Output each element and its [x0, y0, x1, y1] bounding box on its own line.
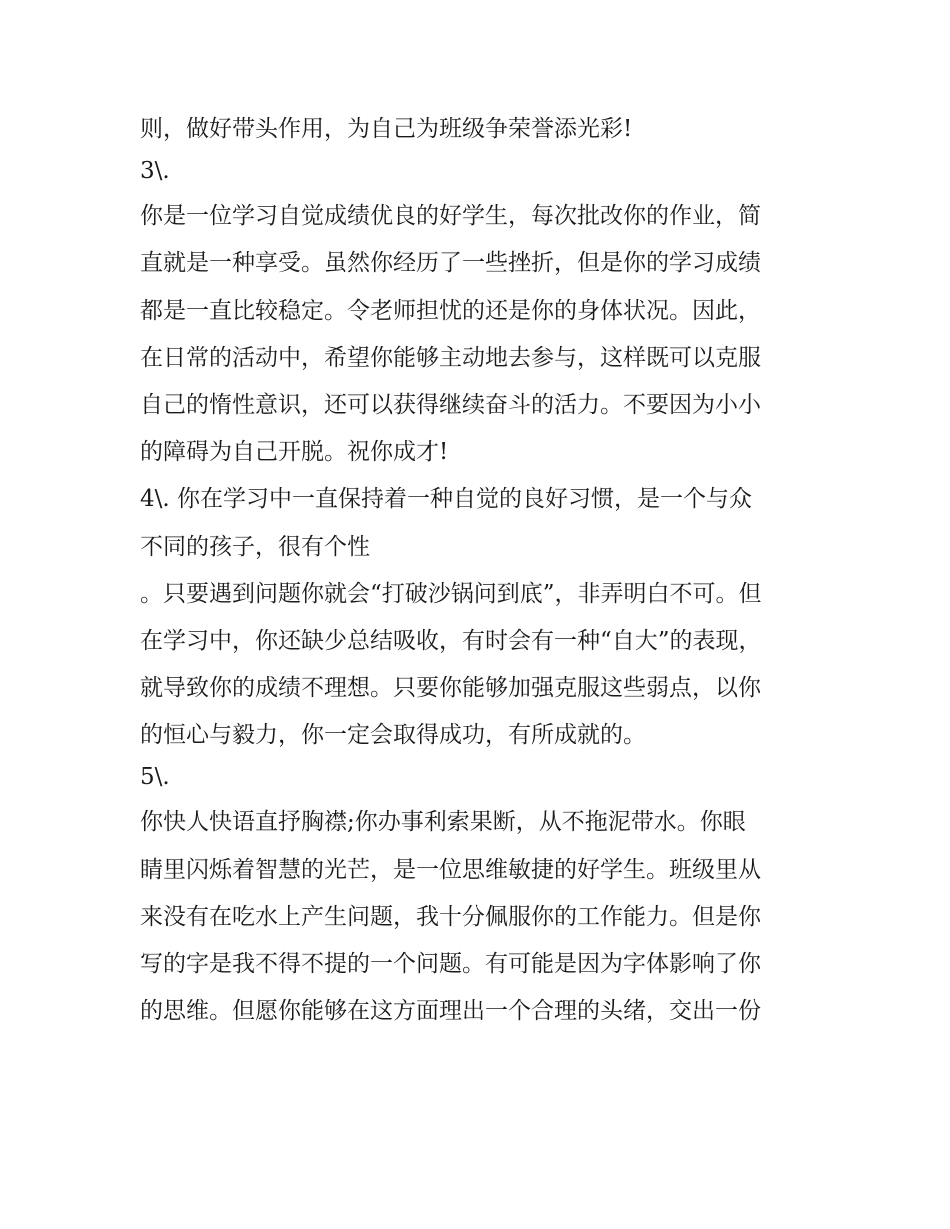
text-line: 来没有在吃水上产生问题，我十分佩服你的工作能力。但是你 [140, 903, 761, 930]
text-line: 你是一位学习自觉成绩优良的好学生，每次批改你的作业，简 [140, 203, 761, 230]
item-number: 3\. [140, 158, 170, 185]
text-line: 不同的孩子，很有个性 [140, 533, 370, 560]
text-line: 的思维。但愿你能够在这方面理出一个合理的头绪，交出一份 [140, 998, 761, 1025]
text-line: 你快人快语直抒胸襟;你办事利索果断，从不拖泥带水。你眼 [140, 809, 746, 836]
text-line: 写的字是我不得不提的一个问题。有可能是因为字体影响了你 [140, 951, 761, 977]
text-line: 就导致你的成绩不理想。只要你能够加强克服这些弱点，以你 [140, 675, 761, 702]
text-line: 都是一直比较稳定。令老师担忧的还是你的身体状况。因此， [140, 297, 761, 324]
text-line: 自己的惰性意识，还可以获得继续奋斗的活力。不要因为小小 [140, 391, 761, 418]
text-line: 睛里闪烁着智慧的光芒，是一位思维敏捷的好学生。班级里从 [140, 856, 761, 883]
text-line: 在学习中，你还缺少总结吸收，有时会有一种“自大”的表现， [140, 627, 762, 654]
text-line: 的恒心与毅力，你一定会取得成功，有所成就的。 [140, 722, 646, 749]
text-line: 。只要遇到问题你就会“打破沙锅问到底”，非弄明白不可。但 [140, 580, 762, 607]
text-line: 直就是一种享受。虽然你经历了一些挫折，但是你的学习成绩 [140, 250, 761, 277]
text-line: 的障碍为自己开脱。祝你成才! [140, 439, 449, 466]
body-text [140, 106, 830, 1035]
item-number: 5\. [140, 764, 170, 791]
text-line: 4\. 你在学习中一直保持着一种自觉的良好习惯，是一个与众 [140, 486, 753, 513]
text-line: 在日常的活动中，希望你能够主动地去参与，这样既可以克服 [140, 344, 761, 371]
text-line: 则，做好带头作用，为自己为班级争荣誉添光彩! [140, 116, 633, 142]
